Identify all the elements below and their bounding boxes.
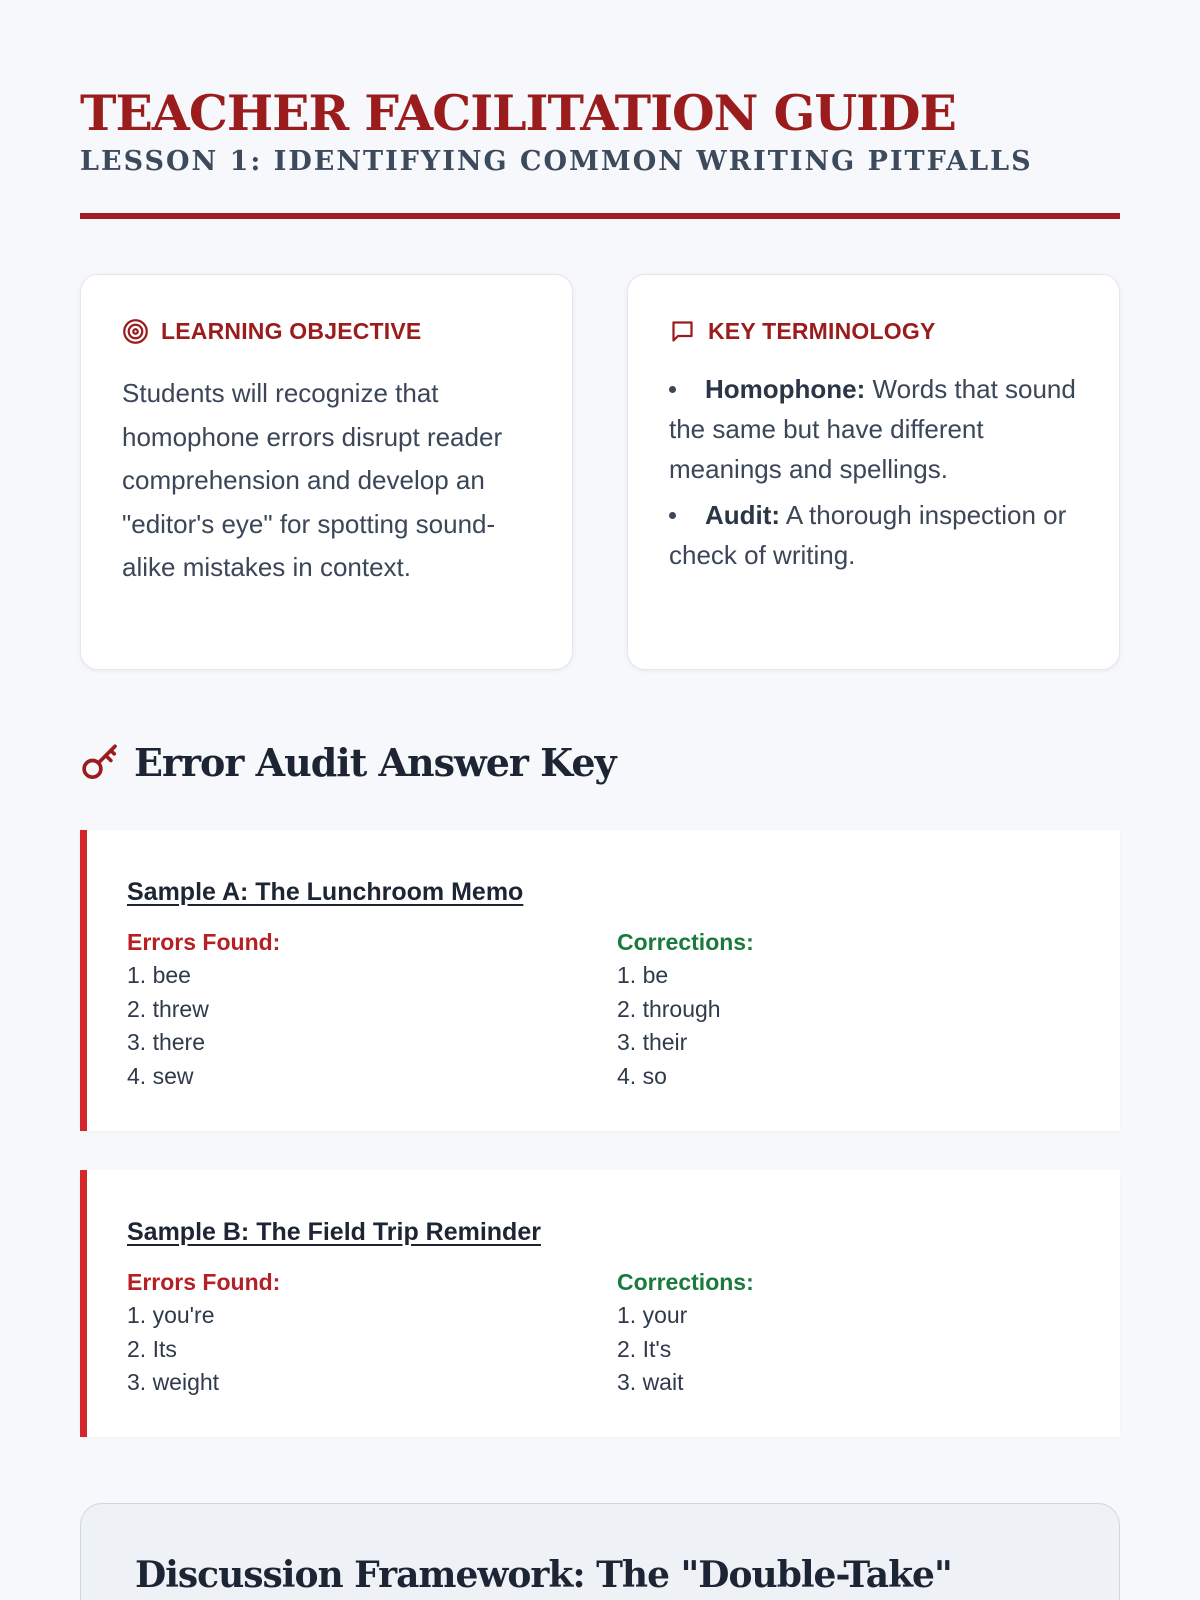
learning-objective-heading <box>122 317 532 345</box>
term-definition: A thorough inspection or check of writing. <box>669 500 1067 570</box>
errors-found-label: Errors Found: <box>127 929 281 955</box>
term-name: Homophone: <box>705 374 866 404</box>
corrections-label: Corrections: <box>617 929 754 955</box>
learning-objective-label: LEARNING OBJECTIVE <box>161 317 422 344</box>
guide-title: TEACHER FACILITATION GUIDE <box>80 84 956 142</box>
term-name: Audit: <box>705 500 781 530</box>
corrections-column <box>617 925 754 1093</box>
correction-item: 1. your <box>617 1302 688 1328</box>
key-terminology-card <box>627 274 1120 670</box>
correction-item: 4. so <box>617 1062 667 1089</box>
sample-a-title: Sample A: The Lunchroom Memo <box>127 878 524 906</box>
correction-item: 3. their <box>617 1029 688 1055</box>
correction-item: 1. be <box>617 962 669 988</box>
terminology-item <box>669 369 1079 489</box>
errors-column <box>127 1265 280 1400</box>
answer-key-heading <box>80 740 616 785</box>
error-item: 3. there <box>127 1029 205 1055</box>
error-item: 1. you're <box>127 1302 215 1328</box>
learning-objective-text: Students will recognize that homophone errors disrupt reader comprehension and develop an "editor's eye" for spotting sound-alike mistakes in context. <box>122 378 503 582</box>
discussion-framework-card <box>80 1503 1120 1600</box>
error-item: 2. threw <box>127 995 209 1022</box>
corrections-column <box>617 1265 754 1400</box>
sample-b-card <box>80 1170 1120 1437</box>
sample-a-card <box>80 830 1120 1131</box>
error-item: 3. weight <box>127 1369 220 1395</box>
error-item: 1. bee <box>127 962 191 988</box>
correction-item: 2. through <box>617 995 721 1022</box>
corrections-label: Corrections: <box>617 1269 754 1295</box>
terminology-item <box>669 495 1079 575</box>
sample-b-title: Sample B: The Field Trip Reminder <box>127 1218 541 1246</box>
correction-item: 2. It's <box>617 1335 672 1362</box>
error-item: 4. sew <box>127 1062 194 1089</box>
answer-key-title: Error Audit Answer Key <box>134 740 616 785</box>
lesson-subtitle: LESSON 1: IDENTIFYING COMMON WRITING PITFALLS <box>80 146 1033 177</box>
error-item: 2. Its <box>127 1335 177 1362</box>
learning-objective-card <box>80 274 573 670</box>
header-divider <box>80 213 1120 219</box>
key-terminology-heading <box>669 317 1079 345</box>
errors-found-label: Errors Found: <box>127 1269 281 1295</box>
discussion-framework-title: Discussion Framework: The "Double-Take" <box>135 1554 952 1596</box>
key-icon <box>80 743 120 783</box>
correction-item: 3. wait <box>617 1369 684 1395</box>
errors-column <box>127 925 280 1093</box>
key-terminology-label: KEY TERMINOLOGY <box>708 317 936 344</box>
term-definition: Words that sound the same but have different meanings and spellings. <box>669 374 1076 484</box>
terminology-list <box>669 369 1079 575</box>
target-icon <box>122 318 149 345</box>
speech-bubble-icon <box>669 318 696 345</box>
